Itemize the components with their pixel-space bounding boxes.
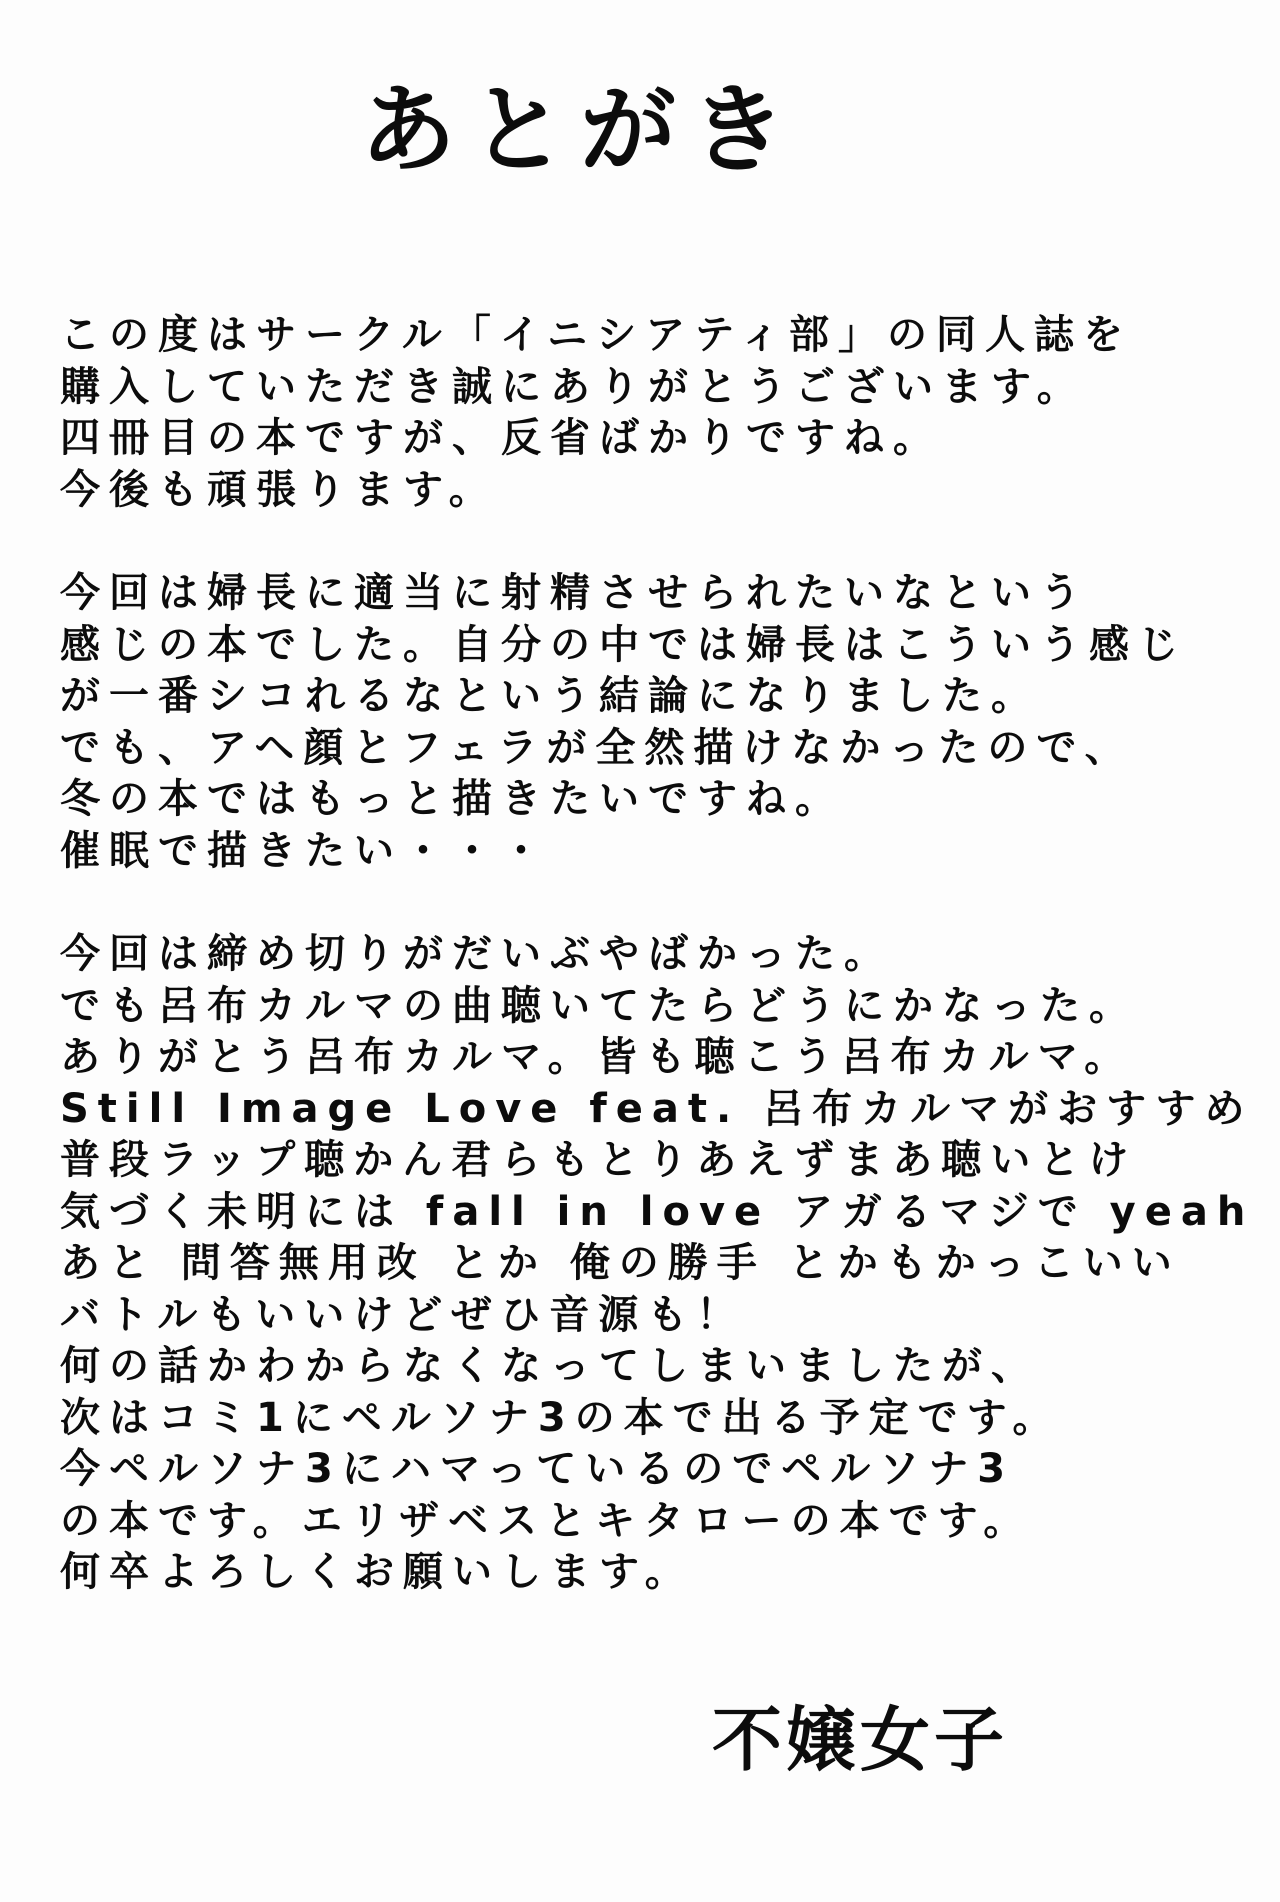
text-line: 今後も頑張ります。 <box>60 466 498 513</box>
text-line: Still Image Love feat. 呂布カルマがおすすめ <box>60 1085 1254 1132</box>
text-line: この度はサークル「イニシアティ部」の同人誌を <box>60 312 1132 358</box>
text-line: 今回は締め切りがだいぶやばかった。 <box>60 931 893 977</box>
text-line: 気づく未明には fall in love アガるマジで yeah <box>60 1188 1255 1235</box>
text-line: 今ペルソナ3にハマっているのでペルソナ3 <box>60 1446 1015 1492</box>
text-line: 購入していただき誠にありがとうございます。 <box>60 363 1086 410</box>
text-line: でも、アヘ顔とフェラが全然描けなかったので、 <box>60 724 1134 771</box>
paragraph-content <box>60 568 1240 877</box>
text-line: バトルもいいけどぜひ音源も！ <box>60 1291 746 1338</box>
text-line: ありがとう呂布カルマ。皆も聴こう呂布カルマ。 <box>60 1034 1134 1080</box>
text-line: が一番シコれるなという結論になりました。 <box>60 673 1040 719</box>
text-line: 冬の本ではもっと描きたいですね。 <box>60 776 844 822</box>
author-signature: 不嬢女子 <box>712 1698 1008 1781</box>
paragraph-notes <box>60 929 1255 1599</box>
text-line: 次はコミ1にペルソナ3の本で出る予定です。 <box>60 1394 1062 1441</box>
text-line: 普段ラップ聴かん君らもとりあえずまあ聴いとけ <box>60 1137 1138 1183</box>
text-line: 何卒よろしくお願いします。 <box>60 1549 694 1595</box>
text-line: 何の話かわからなくなってしまいましたが、 <box>60 1343 1040 1389</box>
text-line: 四冊目の本ですが、反省ばかりですね。 <box>60 415 942 461</box>
text-line: の本です。エリザベスとキタローの本です。 <box>60 1497 1033 1544</box>
text-line: あと 問答無用改 とか 俺の勝手 とかもかっこいい <box>60 1240 1181 1286</box>
text-line: 催眠で描きたい・・・ <box>60 827 550 874</box>
text-line: 感じの本でした。自分の中では婦長はこういう感じ <box>60 621 1187 668</box>
text-line: 今回は婦長に適当に射精させられたいなという <box>60 570 1089 616</box>
afterword-body <box>60 310 1255 1651</box>
paragraph-greeting <box>60 310 1240 516</box>
text-line: でも呂布カルマの曲聴いてたらどうにかなった。 <box>60 982 1138 1029</box>
page-title: あとがき <box>360 73 800 186</box>
